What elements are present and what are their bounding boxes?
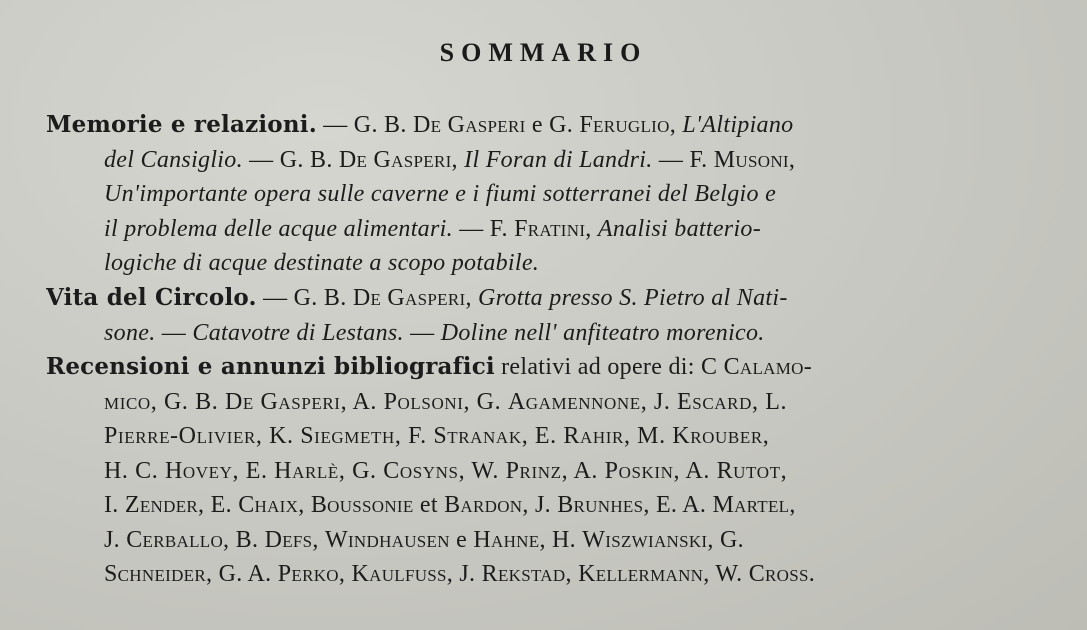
roman-text: ,	[585, 215, 598, 242]
line-text	[257, 283, 788, 311]
line-text	[104, 248, 539, 276]
section-heading-memorie: Memorie e relazioni.	[46, 111, 317, 138]
small-caps-text: Polsoni	[383, 388, 464, 415]
roman-text: , G. A.	[206, 561, 278, 587]
small-caps-text: Windhausen	[325, 526, 450, 553]
roman-text: , M.	[623, 423, 673, 449]
small-caps-text: Hahne	[473, 526, 540, 553]
roman-text: ,	[298, 492, 311, 518]
italic-text: il problema delle acque alimentari.	[104, 215, 453, 242]
roman-text: ,	[338, 561, 352, 587]
line-text	[104, 145, 795, 173]
line-text	[104, 456, 787, 484]
roman-text: , E. A.	[643, 492, 713, 518]
small-caps-text: Escard	[677, 388, 752, 415]
small-caps-text: Wiszwianski	[582, 526, 708, 553]
small-caps-text: De Gasperi	[412, 112, 526, 138]
small-caps-text: Cerballo	[126, 526, 224, 553]
roman-text: ,	[780, 457, 788, 484]
roman-text: — G. B.	[242, 146, 339, 173]
recensioni-line-2	[46, 418, 1046, 453]
roman-text: , W.	[458, 457, 506, 484]
roman-text: ,	[465, 285, 479, 311]
small-caps-text: Zender	[124, 492, 199, 518]
small-caps-text: De Gasperi	[338, 146, 452, 173]
small-caps-text: Kaulfuss	[351, 561, 447, 587]
small-caps-text: Hovey	[164, 457, 233, 484]
recensioni-line-5	[46, 522, 1046, 557]
roman-text: ,	[788, 146, 796, 173]
roman-text: — F.	[452, 215, 515, 242]
small-caps-text: Kellermann	[578, 561, 704, 587]
roman-text: , A.	[561, 457, 605, 484]
roman-text: , E.	[232, 457, 275, 484]
line-text	[104, 559, 815, 587]
roman-text: , E.	[521, 423, 564, 449]
roman-text: , G.	[338, 457, 384, 484]
small-caps-text: mico	[104, 388, 151, 415]
italic-text: Grotta presso S. Pietro al Nati-	[478, 285, 788, 311]
roman-text: I.	[104, 492, 125, 518]
line-text	[104, 387, 787, 415]
section-recensioni	[46, 349, 1046, 591]
small-caps-text: Krouber	[672, 423, 763, 449]
memorie-line-3	[46, 211, 1046, 246]
roman-text: J.	[104, 526, 127, 553]
roman-text: , G.	[707, 526, 744, 553]
italic-text: sone.	[104, 319, 156, 346]
small-caps-text: Perko	[277, 561, 339, 587]
roman-text: ,	[789, 492, 796, 518]
roman-text: , E.	[198, 492, 239, 518]
small-caps-text: Pierre-Olivier	[104, 423, 256, 449]
roman-text: , F.	[394, 423, 434, 449]
roman-text: , B.	[223, 526, 265, 553]
roman-text: ,	[565, 561, 579, 587]
small-caps-text: Bardon	[444, 492, 523, 518]
section-memorie	[46, 107, 1046, 280]
small-caps-text: Fratini	[514, 215, 586, 242]
roman-text: ,	[669, 112, 683, 138]
line-text	[104, 421, 769, 449]
roman-text: , A.	[340, 388, 384, 415]
small-caps-text: Boussonie	[310, 492, 414, 518]
roman-text: , K.	[255, 423, 301, 449]
italic-text: Catavotre di Lestans.	[192, 319, 404, 346]
memorie-line-0	[46, 107, 1046, 142]
small-caps-text: Brunhes	[557, 492, 644, 518]
page-title: SOMMARIO	[439, 38, 648, 67]
roman-text: H. C.	[104, 457, 165, 484]
recensioni-line-4	[46, 487, 1046, 522]
roman-text: , G. B.	[150, 388, 225, 415]
italic-text: Analisi batterio-	[597, 215, 761, 242]
roman-text: ,	[451, 146, 465, 173]
section-vita	[46, 280, 1046, 349]
line-text	[104, 214, 761, 242]
small-caps-text: Schneider	[104, 561, 206, 587]
small-caps-text: Agamennone	[507, 388, 641, 415]
small-caps-text: Musoni	[713, 146, 789, 173]
roman-text: ,	[762, 423, 770, 449]
recensioni-line-3	[46, 453, 1046, 488]
roman-text: , J.	[640, 388, 678, 415]
small-caps-text: De Gasperi	[224, 388, 341, 415]
small-caps-text: Stranak	[433, 423, 522, 449]
section-heading-vita: Vita del Circolo.	[46, 284, 257, 311]
line-text	[104, 179, 776, 207]
small-caps-text: Rekstad	[481, 561, 566, 587]
recensioni-line-0	[46, 349, 1046, 384]
vita-line-0	[46, 280, 1046, 315]
small-caps-text: Martel	[712, 492, 790, 518]
italic-text: Doline nell' anfiteatro morenico.	[440, 319, 765, 346]
small-caps-text: Feruglio	[579, 112, 670, 138]
roman-text: ,	[312, 526, 325, 553]
small-caps-text: Prinz	[505, 457, 562, 484]
italic-text: Il Foran di Landri.	[464, 146, 653, 173]
line-text	[104, 318, 765, 346]
recensioni-line-6	[46, 556, 1046, 591]
small-caps-text: Cross	[748, 561, 809, 587]
small-caps-text: Calamo-	[723, 354, 813, 380]
small-caps-text: Defs	[264, 526, 313, 553]
roman-text: , A.	[673, 457, 717, 484]
roman-text: , W.	[703, 561, 749, 587]
line-text	[104, 490, 796, 518]
small-caps-text: Poskin	[604, 457, 674, 484]
vita-line-1	[46, 315, 1046, 350]
small-caps-text: Cosyns	[383, 457, 459, 484]
line-text	[104, 525, 744, 553]
line-text	[495, 352, 812, 380]
roman-text: — G. B.	[316, 112, 413, 138]
small-caps-text: Siegmeth	[300, 423, 395, 449]
small-caps-text: Chaix	[238, 492, 299, 518]
small-caps-text: Rahir	[563, 423, 624, 449]
roman-text: , L.	[752, 388, 788, 415]
italic-text: Un'importante opera sulle caverne e i fiumi sotterranei del Belgio e	[104, 181, 777, 207]
roman-text: et	[413, 492, 445, 518]
roman-text: — G. B.	[256, 285, 353, 311]
roman-text: , G.	[463, 388, 508, 415]
section-heading-recensioni: Recensioni e annunzi bibliografici	[46, 353, 495, 380]
small-caps-text: De Gasperi	[352, 285, 466, 311]
roman-text: , J.	[522, 492, 558, 518]
roman-text: —	[155, 319, 193, 346]
small-caps-text: Harlè	[274, 457, 339, 484]
memorie-line-2	[46, 176, 1046, 211]
roman-text: relativi ad opere di: C	[494, 354, 724, 380]
memorie-line-1	[46, 142, 1046, 177]
memorie-line-4	[46, 245, 1046, 280]
recensioni-line-1	[46, 384, 1046, 419]
italic-text: del Cansiglio.	[104, 146, 243, 173]
roman-text: e G.	[525, 112, 580, 138]
roman-text: .	[808, 561, 816, 587]
roman-text: , J.	[446, 561, 482, 587]
italic-text: L'Altipiano	[682, 112, 794, 138]
roman-text: , H.	[539, 526, 583, 553]
roman-text: —	[403, 319, 441, 346]
roman-text: — F.	[652, 146, 714, 173]
small-caps-text: Rutot	[716, 457, 781, 484]
italic-text: logiche di acque destinate a scopo potabile.	[104, 250, 540, 276]
roman-text: e	[449, 526, 474, 553]
line-text	[317, 110, 794, 138]
